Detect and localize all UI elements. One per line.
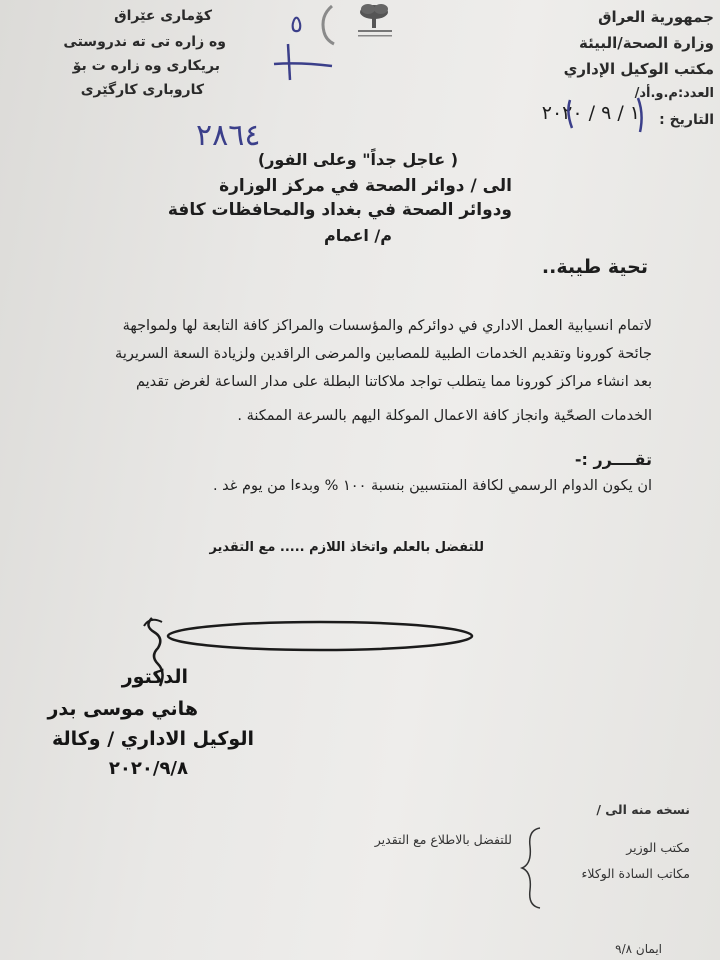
margin-mark: ٥ (290, 10, 303, 38)
header-country: جمهورية العراق (598, 8, 714, 26)
urgent-note: ( عاجل جداً" وعلى الفور) (257, 150, 458, 169)
date-label: التاريخ : (659, 112, 714, 128)
header-kurdish-3: بریکاری وه زاره ت بۆ (72, 58, 220, 74)
signatory-title: الدكتور (121, 666, 188, 688)
body-line-2: جائحة كورونا وتقديم الخدمات الطبية للمصابين والمرضى الراقدين ولزيادة السعة السريرية (115, 346, 652, 362)
header-ministry: وزارة الصحة/البيئة (579, 34, 714, 52)
copies-label: نسخه منه الى / (596, 802, 690, 817)
decision-text: ان يكون الدوام الرسمي لكافة المنتسبين بنسبة ١٠٠ % وبدءا من يوم غد . (212, 478, 652, 494)
greeting: تحية طيبة.. (541, 256, 648, 278)
copies-brace-icon (520, 826, 544, 910)
body-line-3: بعد انشاء مراكز كورونا مما يتطلب تواجد ملاكاتنا البطلة على مدار الساعة لغرض تقديم (135, 374, 652, 390)
copy-recipient-minister: مكتب الوزير (626, 840, 690, 855)
number-label: العدد:م.و.أد/ (634, 86, 714, 101)
closing-line: للتفضل بالعلم واتخاذ اللازم ..... مع التقدير (209, 540, 484, 555)
date-handwriting-icon (556, 92, 666, 136)
signatory-name: هاني موسى بدر (47, 698, 198, 720)
copy-recipient-deputies: مكاتب السادة الوكلاء (581, 866, 690, 881)
decision-label: تقــــرر :- (574, 450, 652, 469)
addressee-line-1: الى / دوائر الصحة في مركز الوزارة (219, 176, 512, 196)
header-kurdish-2: وه زاره تی ته ندروستی (63, 34, 226, 50)
addressee-line-2: ودوائر الصحة في بغداد والمحافظات كافة (167, 200, 512, 220)
body-line-1: لاتمام انسيابية العمل الاداري في دوائركم والمؤسسات والمراكز كافة التابعة لها ولمواجهة (122, 318, 652, 334)
signature-date: ٢٠٢٠/٩/٨ (108, 758, 188, 779)
header-kurdish-4: کاروباری کارگێری (80, 82, 204, 98)
subject-topic: م/ اعمام (323, 226, 392, 245)
header-office: مكتب الوكيل الإداري (563, 60, 714, 78)
signatory-position: الوكيل الاداري / وكالة (51, 728, 254, 750)
copies-note: للتفضل بالاطلاع مع التقدير (374, 832, 512, 847)
typist-initials: ايمان ٩/٨ (615, 942, 662, 956)
date-value: ١ / ٩ / ٢٠٢٠ (541, 102, 640, 124)
header-kurdish-1: كۆماری عێراق (114, 8, 212, 24)
body-line-4: الخدمات الصحّية وانجاز كافة الاعمال الموكلة اليهم بالسرعة الممكنة . (237, 408, 652, 424)
incoming-number: ٢٨٦٤ (196, 118, 261, 153)
margin-checkmark-icon (270, 40, 350, 90)
